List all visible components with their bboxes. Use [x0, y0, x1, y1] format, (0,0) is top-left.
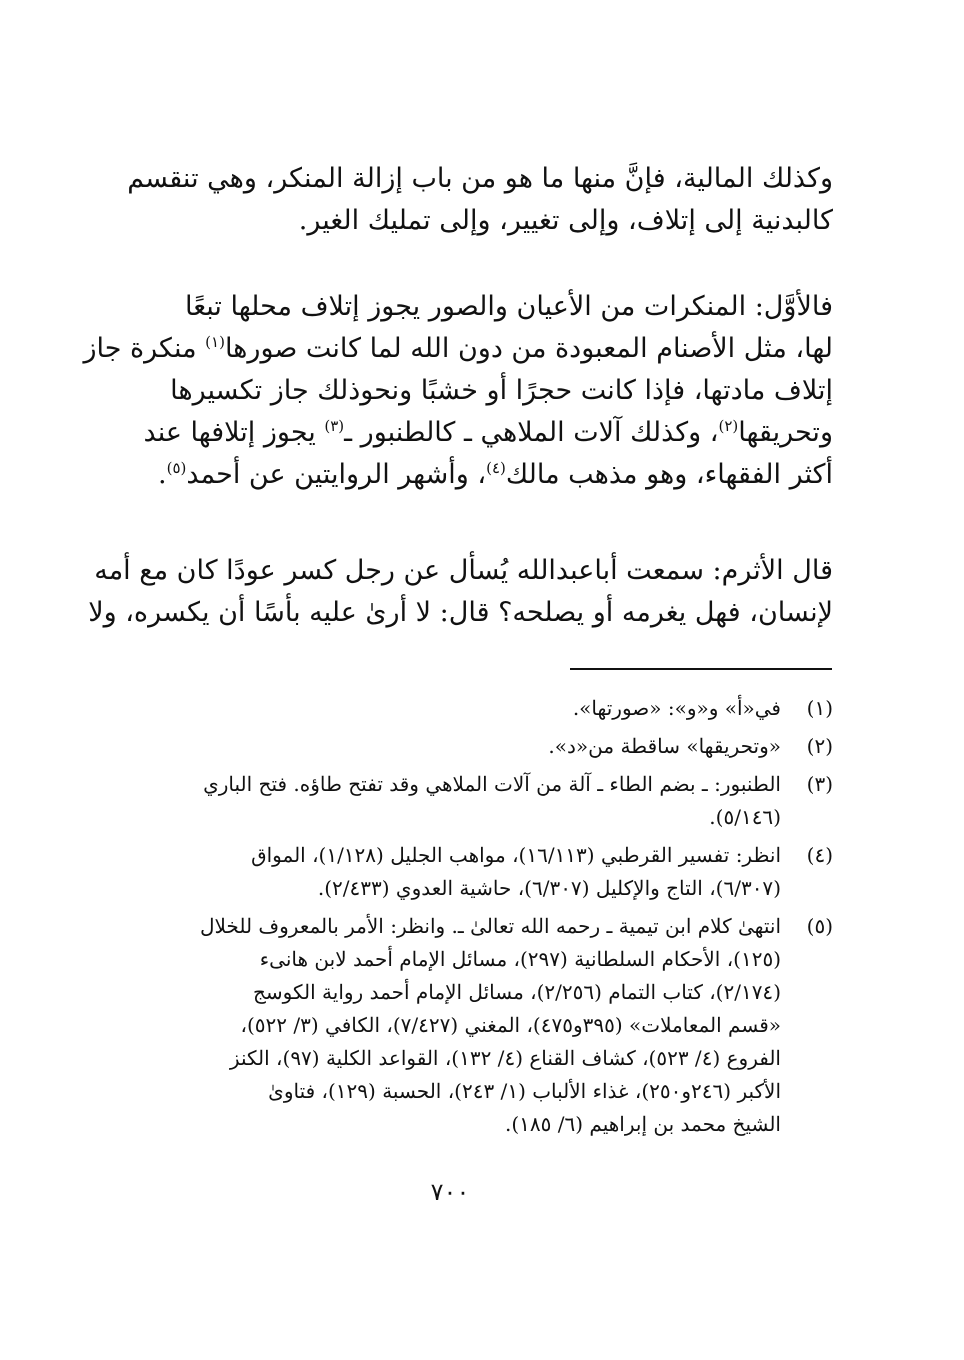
text-line — [125, 454, 833, 496]
paragraph-2 — [83, 286, 833, 496]
page-number: ٧٠٠ — [430, 1178, 470, 1206]
footnote-number: (٤) — [806, 843, 833, 867]
footnote-number: (١) — [806, 696, 833, 720]
text-segment: ، وأشهر الروايتين عن أحمد — [186, 459, 487, 490]
footnote-number: (٥) — [806, 914, 833, 938]
footnote-3 — [138, 768, 833, 834]
footnote-line: الشيخ محمد بن إبراهيم (٦/ ١٨٥). — [504, 1112, 781, 1136]
footnote-line: الأكبر (٢٤٦و٢٥٠)، غذاء الألباب (١/ ٢٤٣)، الحسبة (١٢٩)، فتاوىٰ — [268, 1079, 781, 1103]
footnote-text — [138, 730, 781, 763]
footnote-line: «قسم المعاملات» (٣٩٥و٤٧٥)، المغني (٧/٤٢٧)، الكافي (٣/ ٥٢٢)، — [240, 1013, 781, 1037]
footnote-5 — [138, 910, 833, 1141]
footnote-separator — [570, 668, 832, 670]
text-segment: منكرة جاز — [83, 333, 197, 364]
footnote-line: (٥/١٤٦). — [709, 805, 781, 829]
footnote-text — [138, 839, 781, 905]
footnote-ref[interactable]: (٤) — [486, 459, 506, 477]
text-line: كالبدنية إلى إتلاف، وإلى تغيير، وإلى تمليك الغير. — [298, 205, 833, 236]
footnote-text — [138, 768, 781, 834]
footnote-number: (٣) — [806, 772, 833, 796]
footnote-ref[interactable]: (١) — [205, 333, 225, 351]
footnote-4 — [138, 839, 833, 905]
text-segment: وتحريقها — [738, 417, 833, 448]
footnote-2 — [138, 730, 833, 763]
footnote-1 — [138, 692, 833, 725]
text-line: إتلاف مادتها، فإذا كانت حجرًا أو خشبًا ونحوذلك جاز تكسيرها — [170, 375, 833, 406]
footnote-line: في«أ» و«و»: «صورتها». — [572, 696, 781, 720]
text-segment: يجوز إتلافها عند — [143, 417, 316, 448]
paragraph-3 — [88, 550, 833, 634]
text-line: لإنسان، فهل يغرمه أو يصلحه؟ قال: لا أرىٰ عليه بأسًا أن يكسره، ولا — [88, 597, 833, 628]
footnote-line: (٦/٣٠٧)، التاج والإكليل (٦/٣٠٧)، حاشية العدوي (٢/٤٣٣). — [317, 876, 781, 900]
footnote-line: الفروع (٤/ ٥٢٣)، كشاف القناع (٤/ ١٣٢)، القواعد الكلية (٩٧)، الكنز — [229, 1046, 781, 1070]
footnote-line: الطنبور: ـ بضم الطاء ـ آلة من آلات الملاهي وقد تفتح طاؤه. فتح الباري — [203, 772, 781, 796]
text-segment: أكثر الفقهاء، وهو مذهب مالك — [505, 459, 833, 490]
footnote-ref[interactable]: (٣) — [324, 417, 345, 435]
footnote-line: انتهىٰ كلام ابن تيمية ـ رحمه الله تعالىٰ ـ. وانظر: الأمر بالمعروف للخلال — [199, 914, 781, 938]
text-line — [125, 412, 833, 454]
paragraph-1 — [125, 158, 833, 242]
footnotes — [138, 692, 833, 1146]
text-line: قال الأثرم: سمعت أباعبدالله يُسأل عن رجل كسر عودًا كان مع أمه — [94, 555, 833, 586]
text-line — [83, 328, 833, 370]
footnote-line: (٢/١٧٤)، كتاب التمام (٢/٢٥٦)، مسائل الإمام أحمد رواية الكوسج — [253, 980, 781, 1004]
text-segment: . — [157, 459, 167, 490]
footnote-text — [138, 692, 781, 725]
footnote-number: (٢) — [806, 734, 833, 758]
footnote-ref[interactable]: (٢) — [718, 417, 739, 435]
footnote-line: «وتحريقها» ساقطة من«د». — [548, 734, 781, 758]
text-segment: لها، مثل الأصنام المعبودة من دون الله لما كانت صورها — [224, 333, 833, 364]
footnote-ref[interactable]: (٥) — [166, 459, 187, 477]
text-line: فالأوَّل: المنكرات من الأعيان والصور يجوز إتلاف محلها تبعًا — [184, 291, 833, 322]
text-line: وكذلك المالية، فإنَّ منها ما هو من باب إزالة المنكر، وهي تنقسم — [127, 163, 833, 194]
footnote-line: انظر: تفسير القرطبي (١٦/١١٣)، مواهب الجليل (١/١٢٨)، المواق — [251, 843, 781, 867]
text-segment: ، وكذلك آلات الملاهي ـ كالطنبور ـ — [344, 417, 719, 448]
footnote-line: (١٢٥)، الأحكام السلطانية (٢٩٧)، مسائل الإمام أحمد لابن هانىء — [259, 947, 781, 971]
footnote-text — [138, 910, 781, 1141]
